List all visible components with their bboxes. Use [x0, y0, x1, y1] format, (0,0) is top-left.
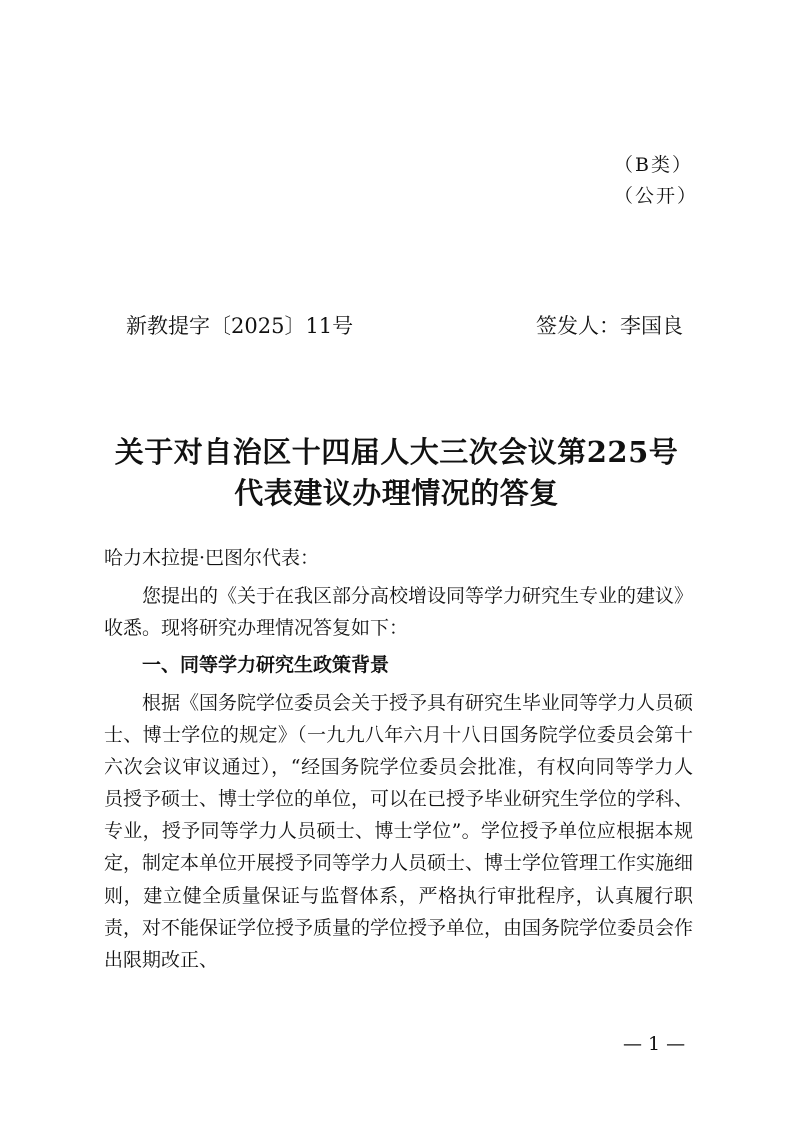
document-title-line2: 代表建议办理情况的答复: [234, 476, 559, 510]
classification-category: （B类）: [614, 154, 693, 176]
signer: 签发人：李国良: [536, 314, 683, 338]
classification-disclosure: （公开）: [614, 185, 699, 207]
section-heading-1: 一、同等学力研究生政策背景: [142, 654, 390, 676]
page-number: — 1 —: [623, 1033, 686, 1055]
document-title-line1: 关于对自治区十四届人大三次会议第225号: [114, 435, 679, 469]
document-number: 新教提字〔2025〕11号: [126, 314, 354, 338]
body-paragraph-1: 您提出的《关于在我区部分高校增设同等学力研究生专业的建议》收悉。现将研究办理情况答复如下：: [104, 585, 694, 640]
body-paragraph-2: 根据《国务院学位委员会关于授予具有研究生毕业同等学力人员硕士、博士学位的规定》（一九九八年六月十八日国务院学位委员会第十六次会议审议通过），“经国务院学位委员会批准，有权向同等学力人员授予硕士、博士学位的单位，可以在已授予毕业研究生学位的学科、专业，授予同等学力人员硕士、博士学位”。学位授予单位应根据本规定，制定本单位开展授予同等学力人员硕士、博士学位管理工作实施细则，建立健全质量保证与监督体系，严格执行审批程序，认真履行职责，对不能保证学位授予质量的学位授予单位，由国务院学位委员会作出限期改正、: [104, 692, 694, 971]
salutation: 哈力木拉提·巴图尔代表：: [104, 547, 320, 569]
